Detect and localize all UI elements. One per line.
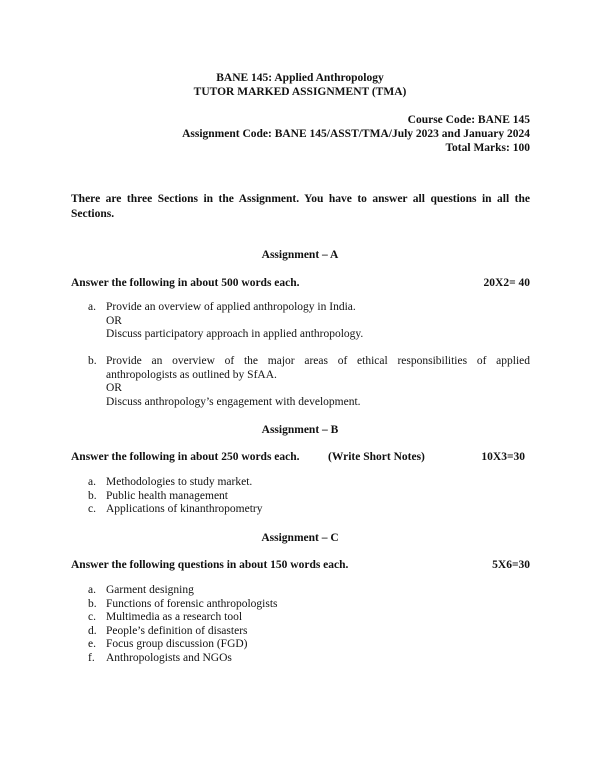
or-label: OR xyxy=(106,314,122,327)
item-label: d. xyxy=(88,625,97,637)
list-item xyxy=(88,638,488,652)
total-marks: Total Marks: 100 xyxy=(445,142,530,154)
item-label: b. xyxy=(88,490,97,502)
or-label: OR xyxy=(106,382,122,394)
section-b-marks: 10X3=30 xyxy=(481,451,525,463)
list-item xyxy=(88,355,530,411)
section-c-instruction: Answer the following questions in about 150 words each. xyxy=(71,559,349,571)
item-text: Public health management xyxy=(106,490,228,502)
item-text: Anthropologists and NGOs xyxy=(106,652,232,664)
list-item xyxy=(88,301,530,345)
item-label: c. xyxy=(88,611,96,623)
item-label: e. xyxy=(88,638,96,650)
item-label: b. xyxy=(88,355,97,367)
document-title: BANE 145: Applied Anthropology xyxy=(216,72,384,84)
document-subtitle: TUTOR MARKED ASSIGNMENT (TMA) xyxy=(193,86,407,98)
section-c-heading: Assignment – C xyxy=(261,532,339,544)
item-text: Provide an overview of applied anthropology in India. xyxy=(106,301,356,313)
item-alt-text: Discuss anthropology’s engagement with development. xyxy=(106,395,361,408)
item-text: Focus group discussion (FGD) xyxy=(106,638,248,650)
item-text: Functions of forensic anthropologists xyxy=(106,598,278,610)
list-item xyxy=(88,625,488,639)
course-code: Course Code: BANE 145 xyxy=(407,114,530,126)
item-text: Applications of kinanthropometry xyxy=(106,503,263,515)
assignment-code: Assignment Code: BANE 145/ASST/TMA/July 2023 and January 2024 xyxy=(182,128,530,140)
item-text: Methodologies to study market. xyxy=(106,476,253,488)
item-text: People’s definition of disasters xyxy=(106,625,248,637)
list-item xyxy=(88,490,488,504)
section-a-heading: Assignment – A xyxy=(261,249,339,261)
item-alt-text: Discuss participatory approach in applied anthropology. xyxy=(106,328,364,340)
list-item xyxy=(88,503,488,517)
section-c-marks: 5X6=30 xyxy=(492,559,530,571)
item-label: b. xyxy=(88,598,97,610)
general-instructions: There are three Sections in the Assignment. You have to answer all questions in all the Sections. xyxy=(71,193,530,220)
item-text-line1: Provide an overview of the major areas of ethical responsibilities of applied xyxy=(106,355,530,367)
item-text: Garment designing xyxy=(106,584,194,596)
list-item xyxy=(88,476,488,490)
list-item xyxy=(88,652,488,666)
list-item xyxy=(88,598,488,612)
section-b-instruction: Answer the following in about 250 words each. xyxy=(71,451,300,463)
item-text-line2: anthropologists as outlined by SfAA. xyxy=(106,368,277,381)
item-label: a. xyxy=(88,476,96,488)
section-a-instruction: Answer the following in about 500 words each. xyxy=(71,277,300,289)
section-b-note: (Write Short Notes) xyxy=(328,451,425,463)
item-label: a. xyxy=(88,301,96,313)
item-label: f. xyxy=(88,652,95,664)
item-label: c. xyxy=(88,503,96,515)
list-item xyxy=(88,584,488,598)
list-item xyxy=(88,611,488,625)
section-a-marks: 20X2= 40 xyxy=(483,277,530,289)
item-text: Multimedia as a research tool xyxy=(106,611,243,623)
item-label: a. xyxy=(88,584,96,596)
section-b-heading: Assignment – B xyxy=(261,424,339,436)
